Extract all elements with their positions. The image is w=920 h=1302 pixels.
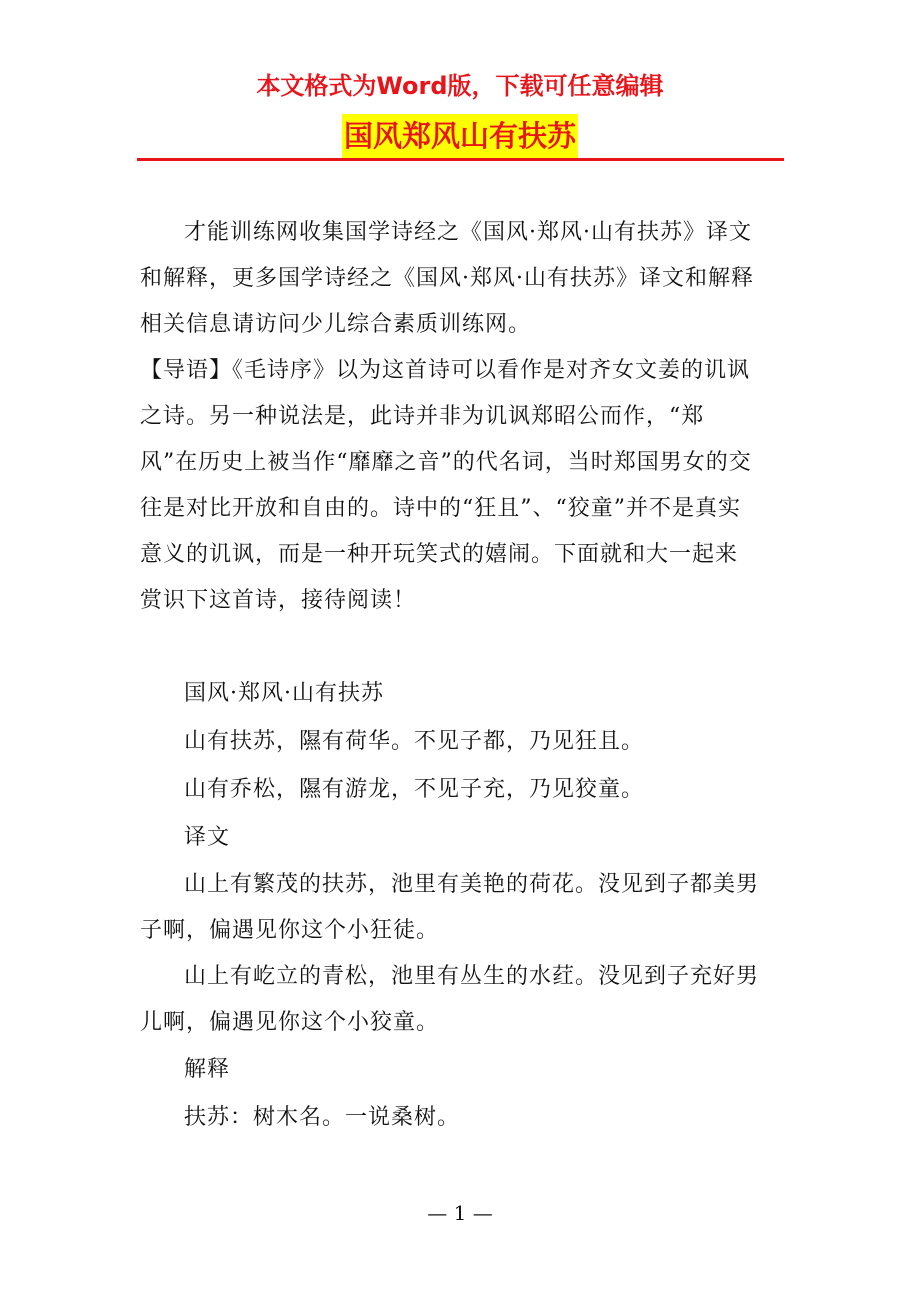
poem-line: 山有乔松，隰有游龙，不见子充，乃见狡童。 (184, 777, 645, 802)
translation-paragraph: 山上有屹立的青松，池里有丛生的水荭。没见到子充好男儿啊，偏遇见你这个小狡童。 (140, 964, 760, 1035)
title-divider (137, 158, 784, 161)
intro-paragraph: 才能训练网收集国学诗经之《国风·郑风·山有扶苏》译文和解释，更多国学诗经之《国风·郑风·山有扶苏》译文和解释相关信息请访问少儿综合素质训练网。 (140, 220, 754, 337)
format-notice: 本文格式为Word版，下载可任意编辑 (256, 72, 664, 100)
spacer (140, 624, 760, 670)
guide-paragraph: 【导语】《毛诗序》以为这首诗可以看作是对齐女文姜的讥讽之诗。另一种说法是，此诗并非为讥讽郑昭公而作，“郑风”在历史上被当作“靡靡之音”的代名词，当时郑国男女的交往是对比开放和自由的。诗中的“狂且”、“狡童”并不是真实意义的讥讽，而是一种开玩笑式的嬉闹。下面就和大一起来赏识下这首诗，接待阅读！ (140, 358, 752, 613)
translation-paragraph: 山上有繁茂的扶苏，池里有美艳的荷花。没见到子都美男子啊，偏遇见你这个小狂徒。 (140, 872, 760, 943)
poem-title: 国风·郑风·山有扶苏 (184, 681, 384, 706)
notes-heading: 解释 (184, 1057, 231, 1082)
translation-heading: 译文 (184, 825, 231, 850)
document-title: 国风郑风山有扶苏 (342, 114, 578, 158)
title-container (0, 114, 920, 158)
note-item: 扶苏：树木名。一说桑树。 (184, 1105, 461, 1130)
page-number: — 1 — (427, 1201, 493, 1225)
document-body (140, 210, 760, 1142)
poem-line: 山有扶苏，隰有荷华。不见子都，乃见狂且。 (184, 729, 645, 754)
